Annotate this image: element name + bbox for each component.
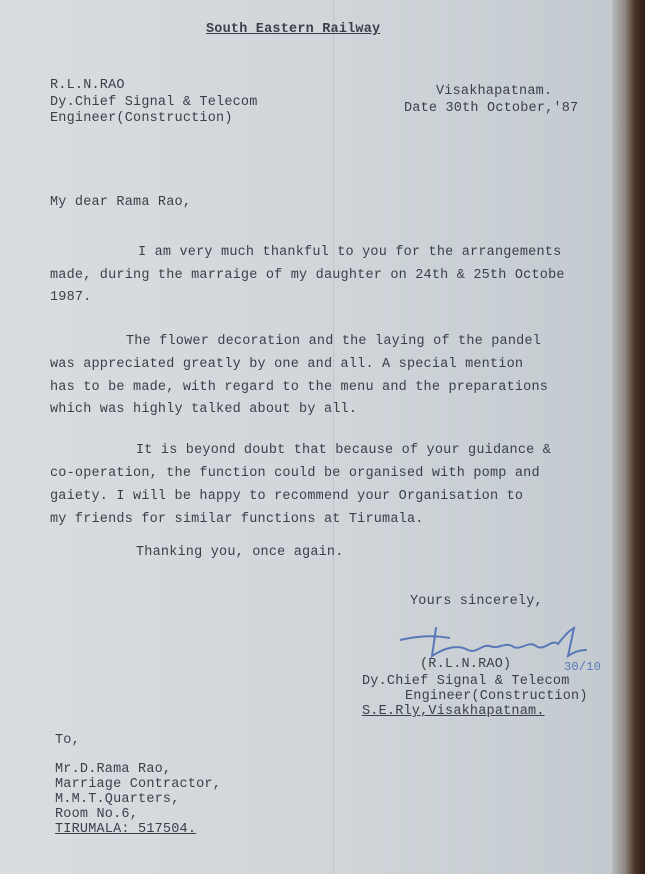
recipient-line-3: M.M.T.Quarters, (55, 792, 180, 807)
sender-name: R.L.N.RAO (50, 78, 125, 93)
signatory-designation-1: Dy.Chief Signal & Telecom (362, 674, 570, 689)
p3-line-3: gaiety. I will be happy to recommend your Organisation to (50, 489, 524, 504)
signatory-name: (R.L.N.RAO) (420, 657, 512, 672)
page-edge-shadow (612, 0, 645, 874)
recipient-line-2: Marriage Contractor, (55, 777, 222, 792)
p2-line-1: The flower decoration and the laying of the pandel (126, 334, 542, 349)
sender-designation-1: Dy.Chief Signal & Telecom (50, 95, 258, 110)
p3-line-1: It is beyond doubt that because of your guidance & (136, 443, 552, 458)
p1-line-1: I am very much thankful to you for the arrangements (138, 245, 562, 260)
signatory-designation-2: Engineer(Construction) (405, 689, 588, 704)
p3-line-2: co-operation, the function could be organised with pomp and (50, 466, 540, 481)
p1-line-2: made, during the marraige of my daughter on 24th & 25th Octobe (50, 268, 565, 283)
salutation: My dear Rama Rao, (50, 195, 192, 210)
recipient-to: To, (55, 733, 80, 748)
thanks-line: Thanking you, once again. (136, 545, 344, 560)
date: Date 30th October,'87 (404, 101, 579, 116)
p2-line-4: which was highly talked about by all. (50, 402, 358, 417)
p3-line-4: my friends for similar functions at Tirumala. (50, 512, 424, 527)
signatory-office: S.E.Rly,Visakhapatnam. (362, 704, 545, 719)
p2-line-2: was appreciated greatly by one and all. A special mention (50, 357, 524, 372)
letterhead: South Eastern Railway (206, 22, 381, 37)
p2-line-3: has to be made, with regard to the menu and the preparations (50, 380, 549, 395)
recipient-line-1: Mr.D.Rama Rao, (55, 762, 172, 777)
paper-fold-line (333, 0, 334, 874)
recipient-line-4: Room No.6, (55, 807, 139, 822)
sender-designation-2: Engineer(Construction) (50, 111, 233, 126)
recipient-line-5: TIRUMALA: 517504. (55, 822, 197, 837)
place: Visakhapatnam. (436, 84, 553, 99)
p1-line-3: 1987. (50, 290, 92, 305)
signature-date: 30/10 (564, 660, 602, 674)
closing: Yours sincerely, (410, 594, 543, 609)
